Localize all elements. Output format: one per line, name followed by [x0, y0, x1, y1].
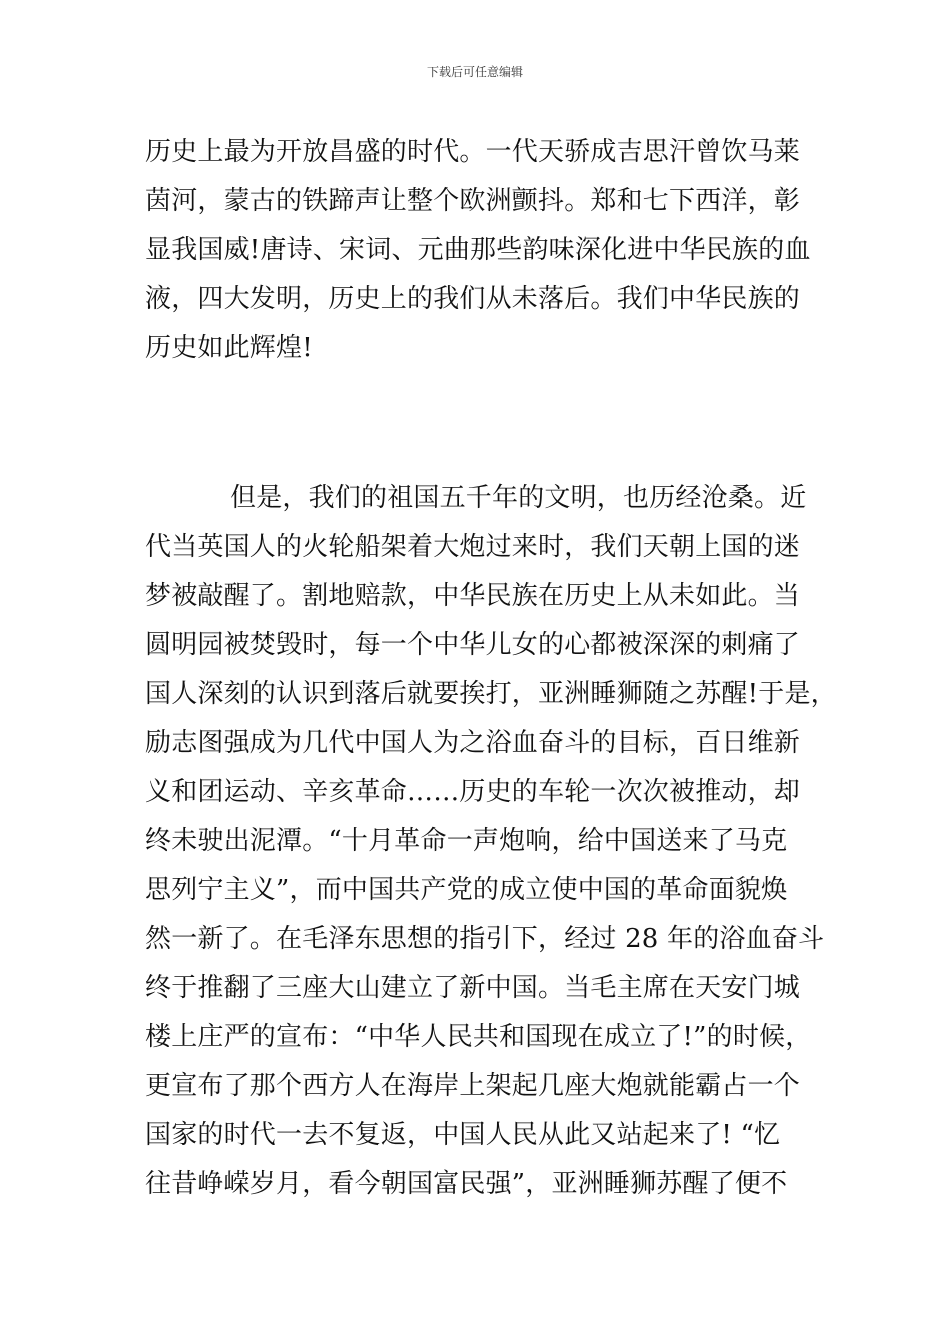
text-line: 国家的时代一去不复返，中国人民从此又站起来了! “忆: [145, 1120, 781, 1150]
text-line: 楼上庄严的宣布：“中华人民共和国现在成立了!”的时候，: [145, 1022, 812, 1052]
text-line: 历史如此辉煌!: [145, 333, 313, 363]
text-line: 历史上最为开放昌盛的时代。一代天骄成吉思汗曾饮马莱: [145, 137, 801, 167]
text-line: 然一新了。在毛泽东思想的指引下，经过 28 年的浴血奋斗: [145, 924, 825, 954]
text-line: 励志图强成为几代中国人为之浴血奋斗的目标，百日维新: [145, 728, 801, 758]
text-line: 茵河，蒙古的铁蹄声让整个欧洲颤抖。郑和七下西洋，彰: [145, 186, 801, 216]
text-line: 代当英国人的火轮船架着大炮过来时，我们天朝上国的迷: [145, 532, 801, 562]
paragraph-2: [145, 474, 835, 1209]
text-line: 思列宁主义”，而中国共产党的成立使中国的革命面貌焕: [145, 875, 788, 905]
text-line: 义和团运动、辛亥革命……历史的车轮一次次被推动，却: [145, 777, 801, 807]
text-line: 往昔峥嵘岁月，看今朝国富民强”，亚洲睡狮苏醒了便不: [145, 1169, 788, 1199]
text-line: 圆明园被焚毁时，每一个中华儿女的心都被深深的刺痛了: [145, 630, 801, 660]
page-header: 下载后可任意编辑: [426, 65, 523, 79]
text-line: 终于推翻了三座大山建立了新中国。当毛主席在天安门城: [145, 973, 801, 1003]
text-line: 梦被敲醒了。割地赔款，中华民族在历史上从未如此。当: [145, 581, 801, 611]
text-line: 更宣布了那个西方人在海岸上架起几座大炮就能霸占一个: [145, 1071, 801, 1101]
text-line: 国人深刻的认识到落后就要挨打，亚洲睡狮随之苏醒!于是，: [145, 679, 837, 709]
text-line: 显我国威!唐诗、宋词、元曲那些韵味深化进中华民族的血: [145, 235, 811, 265]
paragraph-1: [145, 128, 835, 373]
text-line: 终未驶出泥潭。“十月革命一声炮响，给中国送来了马克: [145, 826, 788, 856]
text-line-indented: 但是，我们的祖国五千年的文明，也历经沧桑。近: [230, 483, 807, 513]
text-line: 液，四大发明，历史上的我们从未落后。我们中华民族的: [145, 284, 801, 314]
